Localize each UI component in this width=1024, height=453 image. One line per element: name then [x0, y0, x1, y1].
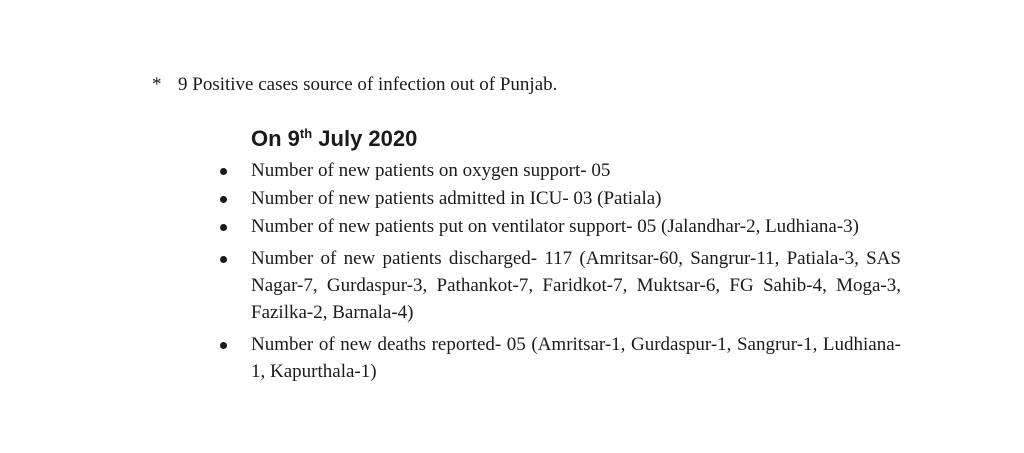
heading-ordinal-suffix: th [299, 126, 313, 141]
list-item-text: Number of new patients on oxygen support- 05 [251, 160, 611, 181]
list-item-text: Number of new patients put on ventilator support- 05 (Jalandhar-2, Ludhiana-3) [251, 216, 859, 237]
source-note [152, 73, 557, 97]
bullet-icon [220, 342, 227, 349]
list-item-oxygen [215, 157, 901, 184]
list-item-ventilator [215, 213, 901, 240]
update-list [215, 157, 901, 386]
note-asterisk: * [152, 74, 162, 95]
note-text: 9 Positive cases source of infection out of Punjab. [178, 74, 558, 95]
list-item-text: Number of new patients discharged- 117 (Amritsar-60, Sangrur-11, Patiala-3, SAS Nagar-7, Gurdaspur-3, Pathankot-7, Faridkot-7, Muktsar-6, FG Sahib-4, Moga-3, Fazilka-2, Barnala-4) [251, 248, 901, 323]
list-item-discharged [215, 245, 901, 326]
list-item-text: Number of new deaths reported- 05 (Amritsar-1, Gurdaspur-1, Sangrur-1, Ludhiana-1, Kapurthala-1) [251, 334, 901, 382]
bullet-icon [220, 256, 227, 263]
list-item-icu [215, 185, 901, 212]
heading-prefix: On 9 [251, 126, 300, 151]
heading-suffix: July 2020 [312, 126, 418, 151]
list-item-text: Number of new patients admitted in ICU- 03 (Patiala) [251, 188, 662, 209]
bullet-icon [220, 168, 227, 175]
date-heading [251, 124, 417, 154]
bullet-icon [220, 224, 227, 231]
bullet-icon [220, 196, 227, 203]
list-item-deaths [215, 331, 901, 385]
